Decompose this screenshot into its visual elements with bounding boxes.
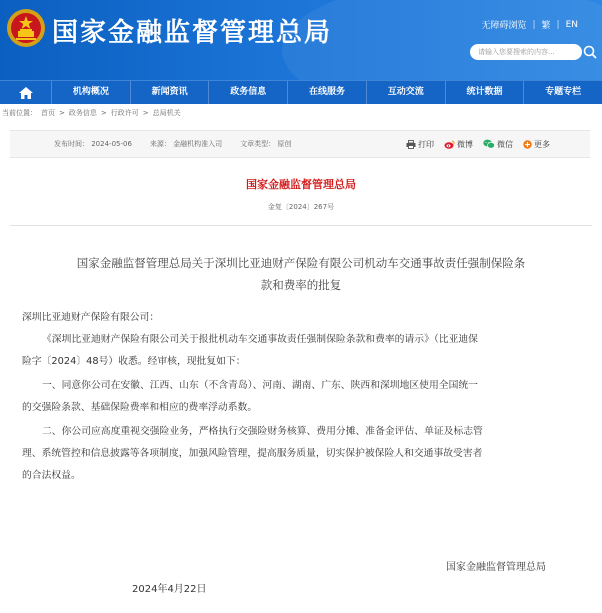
breadcrumb-label: 当前位置： bbox=[2, 109, 37, 117]
article-type: 文章类型： 原创 bbox=[240, 140, 292, 148]
addressee: 深圳比亚迪财产保险有限公司： bbox=[22, 312, 160, 323]
main-nav bbox=[0, 80, 602, 104]
breadcrumb-government-info[interactable]: 政务信息 bbox=[68, 109, 97, 117]
breadcrumb-home[interactable]: 首页 bbox=[41, 109, 55, 117]
breadcrumb-separator: > bbox=[142, 109, 149, 117]
article-meta-bar bbox=[10, 130, 590, 158]
accessibility-link[interactable]: 无障碍浏览 bbox=[481, 21, 527, 31]
wechat-icon bbox=[483, 139, 495, 149]
body-paragraph-line: 一、同意你公司在安徽、江西、山东（不含青岛）、河南、湖南、广东、陕西和深圳地区使用全国统一 bbox=[42, 380, 478, 391]
print-button[interactable]: 打印 bbox=[406, 139, 434, 150]
national-emblem-icon bbox=[6, 8, 46, 48]
plus-circle-icon bbox=[523, 140, 532, 149]
breadcrumb-headquarters[interactable]: 总局机关 bbox=[152, 109, 181, 117]
breadcrumb-separator: > bbox=[100, 109, 107, 117]
wechat-share-button[interactable]: 微信 bbox=[483, 139, 513, 150]
nav-item-institution[interactable]: 机构概况 bbox=[52, 81, 131, 104]
search-input[interactable]: 请输入您要搜索的内容... bbox=[470, 44, 582, 60]
article-source: 来源： 金融机构准入司 bbox=[149, 140, 223, 148]
nav-item-government-info[interactable]: 政务信息 bbox=[209, 81, 288, 104]
weibo-icon bbox=[444, 140, 455, 149]
body-paragraph-line: 的合法权益。 bbox=[22, 470, 81, 481]
document-number: 金复〔2024〕267号 bbox=[267, 203, 335, 211]
body-paragraph-line: 的交强险条款、基础保险费率和相应的费率浮动系数。 bbox=[22, 402, 258, 413]
home-icon bbox=[19, 87, 33, 99]
more-share-button[interactable]: 更多 bbox=[523, 139, 550, 150]
share-tools bbox=[406, 131, 550, 157]
nav-item-special-topics[interactable]: 专题专栏 bbox=[545, 87, 582, 97]
breadcrumb-separator: > bbox=[59, 109, 65, 117]
body-paragraph-line: 理、系统管控和信息披露等各项制度，加强风险管理，提高服务质量，切实保护被保险人和交通事故受害者 bbox=[22, 448, 483, 459]
nav-item-statistics[interactable]: 统计数据 bbox=[446, 81, 525, 104]
document-title-line: 国家金融监督管理总局关于深圳比亚迪财产保险有限公司机动车交通事故责任强制保险条 bbox=[76, 256, 526, 270]
top-links: 无障碍浏览 | 繁 | EN bbox=[481, 19, 578, 31]
body-paragraph-line: 二、你公司应高度重视交强险业务，严格执行交强险财务核算、费用分摊、准备金评估、单证及标志管 bbox=[42, 426, 483, 437]
weibo-share-button[interactable]: 微博 bbox=[444, 139, 473, 150]
document-title-line: 款和费率的批复 bbox=[260, 278, 342, 292]
breadcrumb-admin-license[interactable]: 行政许可 bbox=[110, 109, 139, 117]
traditional-chinese-link[interactable]: 繁 bbox=[541, 21, 551, 31]
printer-icon bbox=[406, 140, 416, 149]
body-paragraph-line: 《深圳比亚迪财产保险有限公司关于报批机动车交通事故责任强制保险条款和费率的请示》（比亚迪保 bbox=[42, 334, 478, 345]
nav-home[interactable] bbox=[0, 81, 52, 104]
nav-item-interaction[interactable]: 互动交流 bbox=[367, 81, 446, 104]
nav-item-online-service[interactable]: 在线服务 bbox=[288, 81, 367, 104]
search-icon[interactable] bbox=[582, 44, 598, 60]
breadcrumb bbox=[0, 106, 602, 120]
signature: 国家金融监督管理总局 bbox=[446, 562, 546, 573]
document-date: 2024年4月22日 bbox=[132, 584, 207, 595]
site-header bbox=[0, 0, 602, 80]
nav-item-news[interactable]: 新闻资讯 bbox=[131, 81, 210, 104]
divider bbox=[10, 225, 592, 226]
publish-time: 发布时间： 2024-05-06 bbox=[54, 140, 132, 148]
site-title[interactable]: 国家金融监督管理总局 bbox=[52, 18, 333, 48]
english-link[interactable]: EN bbox=[565, 19, 578, 30]
document-title bbox=[18, 252, 584, 296]
body-paragraph-line: 险字〔2024〕48号）收悉。经审核，现批复如下： bbox=[22, 356, 246, 367]
document-issuer: 国家金融监督管理总局 bbox=[246, 178, 356, 191]
